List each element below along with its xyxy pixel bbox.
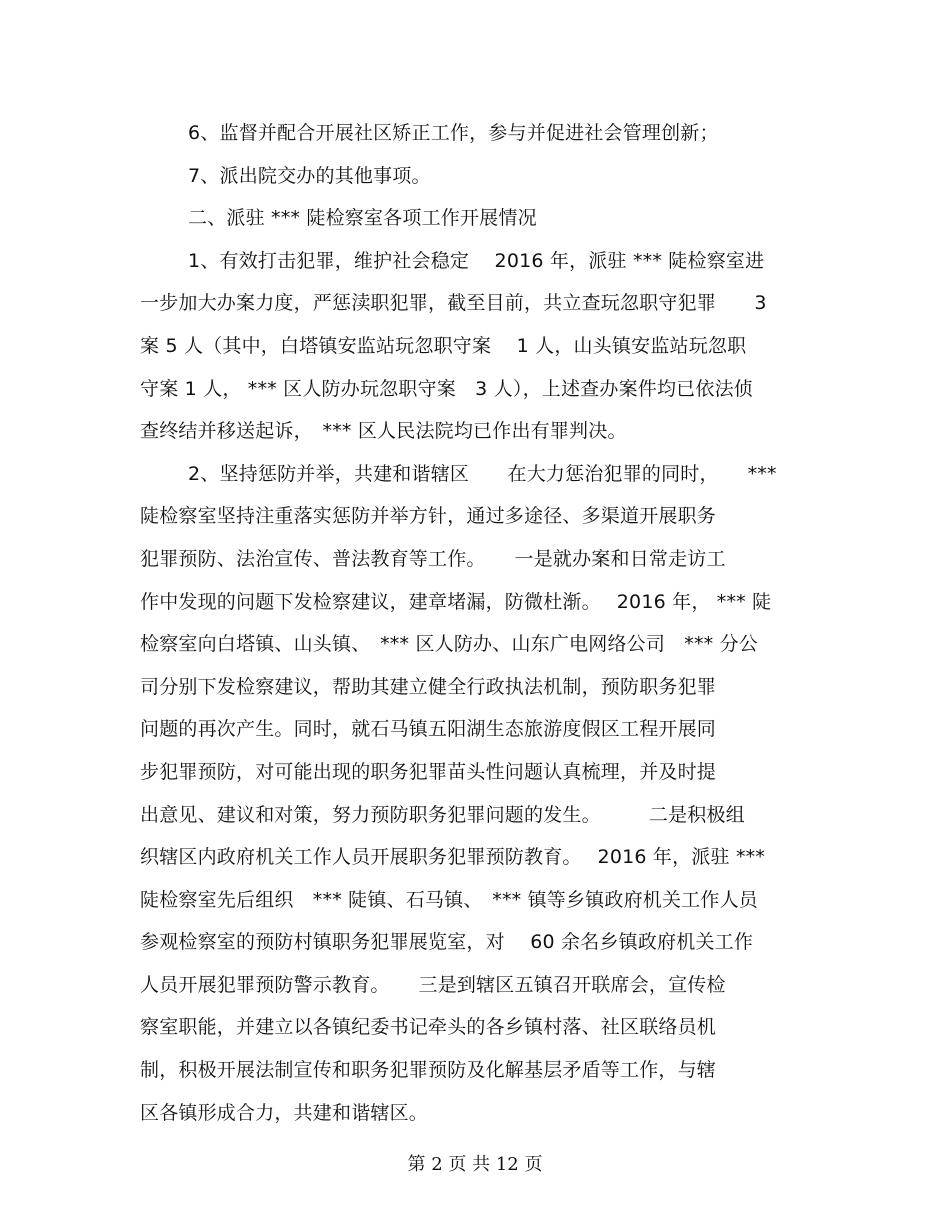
text-line: 步犯罪预防，对可能出现的职务犯罪苗头性问题认真梳理，并及时提 [140,760,717,783]
text-line: 陡检察室先后组织 *** 陡镇、石马镇、 *** 镇等乡镇政府机关工作人员 [140,888,758,911]
text-line: 二、派驻 *** 陡检察室各项工作开展情况 [188,207,537,230]
text-line: 司分别下发检察建议，帮助其建立健全行政执法机制，预防职务犯罪 [140,675,717,698]
text-line: 问题的再次产生。同时，就石马镇五阳湖生态旅游度假区工程开展同 [140,718,717,741]
text-line: 2、坚持惩防并举，共建和谐辖区 在大力惩治犯罪的同时， *** [188,462,777,485]
body-text [140,112,820,1134]
text-line: 守案 1 人， *** 区人防办玩忽职守案 3 人），上述查办案件均已依法侦 [140,377,753,400]
text-line: 一步加大办案力度，严惩渎职犯罪，截至目前，共立查玩忽职守犯罪 3 [140,292,767,315]
text-line: 6、监督并配合开展社区矫正工作，参与并促进社会管理创新； [188,122,719,144]
text-line: 1、有效打击犯罪，维护社会稳定 2016 年，派驻 *** 陡检察室进 [188,249,765,272]
text-line: 察室职能，并建立以各镇纪委书记牵头的各乡镇村落、社区联络员机 [140,1016,717,1039]
text-line: 案 5 人（其中，白塔镇安监站玩忽职守案 1 人，山头镇安监站玩忽职 [140,334,747,357]
text-line: 制，积极开展法制宣传和职务犯罪预防及化解基层矛盾等工作，与辖 [140,1059,717,1082]
text-line: 区各镇形成合力，共建和谐辖区。 [140,1101,429,1124]
text-line: 人员开展犯罪预防警示教育。 三是到辖区五镇召开联席会，宣传检 [140,973,726,996]
text-line: 陡检察室坚持注重落实惩防并举方针，通过多途径、多渠道开展职务 [140,505,717,528]
text-line: 作中发现的问题下发检察建议，建章堵漏，防微杜渐。 2016 年， *** 陡 [140,590,772,613]
text-line: 织辖区内政府机关工作人员开展职务犯罪预防教育。 2016 年，派驻 *** [140,846,766,869]
text-line: 参观检察室的预防村镇职务犯罪展览室，对 60 余名乡镇政府机关工作 [140,931,754,954]
text-line: 7、派出院交办的其他事项。 [188,164,431,187]
text-line: 出意见、建议和对策，努力预防职务犯罪问题的发生。 二是积极组 [140,803,745,826]
text-line: 犯罪预防、法治宣传、普法教育等工作。 一是就办案和日常走访工 [140,547,726,570]
text-line: 检察室向白塔镇、山头镇、 *** 区人防办、山东广电网络公司 *** 分公 [140,633,758,656]
text-line: 查终结并移送起诉， *** 区人民法院均已作出有罪判决。 [140,420,627,443]
page-footer: 第 2 页 共 12 页 [407,1154,543,1175]
